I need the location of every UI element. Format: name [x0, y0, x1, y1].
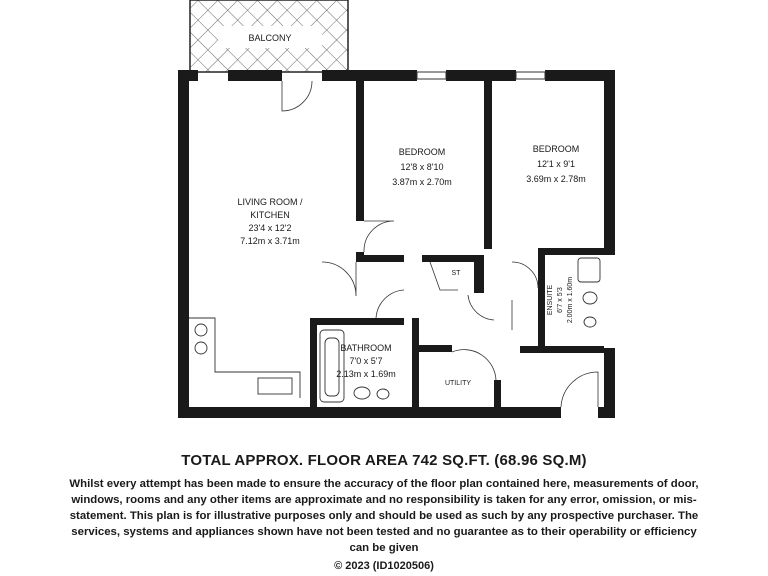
bathroom-metric: 2.13m x 1.69m: [336, 369, 396, 379]
kitchen-counter: [189, 318, 300, 398]
bedroom1-label: BEDROOM: [398, 147, 446, 157]
ensuite-label: ENSUITE: [547, 284, 554, 316]
ensuite-label-group: [547, 277, 574, 323]
copyright: © 2023 (ID1020506): [334, 560, 434, 572]
store-label: ST: [451, 270, 461, 277]
ensuite-fittings: [578, 258, 600, 327]
ensuite-imperial: 6'7 x 5'3: [557, 287, 564, 313]
total-floor-area: TOTAL APPROX. FLOOR AREA 742 SQ.FT. (68.96 SQ.M): [181, 452, 587, 469]
bathroom-fittings: [320, 330, 392, 402]
disclaimer: Whilst every attempt has been made to ensure the accuracy of the floor plan contained here, measurements of door, windows, rooms and any other items are approximate and no responsibility is taken for any error, omission, or mis-statement. This plan is for illustrative purposes only and should be used as such by any prospective purchaser. The services, systems and appliances shown have not been tested and no guarantee as to their operability or efficiency can be given: [69, 478, 699, 554]
sink: [258, 378, 292, 394]
kitchen-fittings: [189, 318, 300, 398]
ensuite-basin: [584, 317, 596, 327]
living-room-imperial: 23'4 x 12'2: [248, 223, 292, 233]
ensuite-metric: 2.00m x 1.60m: [567, 276, 574, 324]
shower: [578, 258, 600, 282]
basin: [377, 389, 389, 399]
bathroom-imperial: 7'0 x 5'7: [349, 356, 383, 366]
living-room-metric: 7.12m x 3.71m: [240, 236, 300, 246]
utility-label: UTILITY: [444, 380, 472, 387]
living-room-label-line1: LIVING ROOM /: [237, 197, 303, 207]
bathroom-label: BATHROOM: [340, 343, 392, 353]
bedroom1-metric: 3.87m x 2.70m: [392, 177, 452, 187]
toilet: [354, 387, 370, 399]
hob-ring: [195, 342, 207, 354]
balcony-label: BALCONY: [248, 33, 292, 43]
door-swings: [282, 81, 598, 407]
bedroom1-imperial: 12'8 x 8'10: [400, 162, 444, 172]
ensuite-toilet: [583, 292, 597, 304]
bedroom2-metric: 3.69m x 2.78m: [526, 174, 586, 184]
bedroom2-label: BEDROOM: [532, 144, 580, 154]
bathtub: [320, 330, 344, 402]
bedroom2-imperial: 12'1 x 9'1: [537, 159, 575, 169]
hob-ring: [195, 324, 207, 336]
living-room-label-line2: KITCHEN: [250, 210, 290, 220]
